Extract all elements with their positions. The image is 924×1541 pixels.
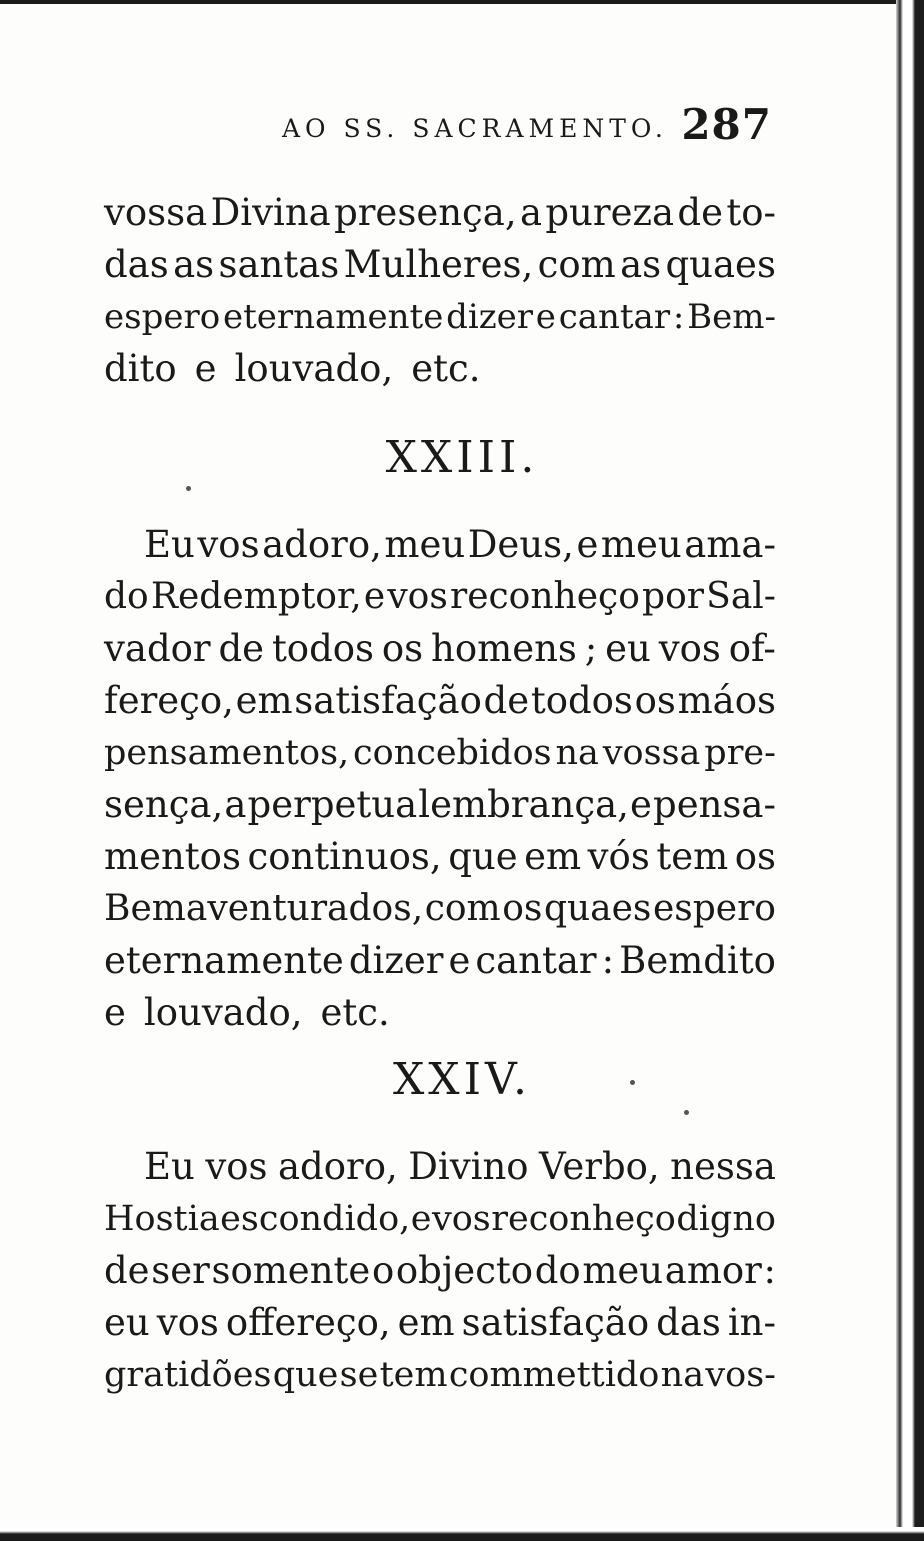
section-heading-xxiii: XXIII. [385, 432, 539, 483]
section-heading-xxiv: XXIV. [392, 1054, 532, 1105]
page-number: 287 [681, 100, 772, 149]
text-line: mentos continuos, que em vós tem os [104, 835, 776, 878]
text-line: sença, a perpetua lembrança, e pensa- [104, 783, 776, 826]
scan-speck [684, 1110, 689, 1115]
text-line: espero eternamente dizer e cantar : Bem- [104, 297, 776, 337]
text-line: Eu vos adoro, Divino Verbo, nessa [144, 1145, 776, 1188]
scan-speck [630, 1080, 635, 1085]
text-line: Eu vos adoro, meu Deus, e meu ama- [144, 523, 776, 566]
text-line: Bemaventurados, com os quaes espero [104, 888, 776, 929]
text-line: pensamentos, concebidos na vossa pre- [104, 733, 776, 773]
page-binding-edge [896, 0, 924, 1541]
text-line: fereço, em satisfação de todos os máos [104, 679, 776, 722]
text-line: eternamente dizer e cantar : Bemdito [104, 939, 776, 982]
text-line: vossa Divina presença, a pureza de to- [104, 191, 776, 234]
running-head-title: AO SS. SACRAMENTO. [282, 114, 668, 143]
page-bottom-edge [0, 1527, 924, 1541]
running-head [282, 100, 772, 150]
text-line: de ser somente o objecto do meu amor : [104, 1249, 776, 1292]
text-line: das as santas Mulheres, com as quaes [104, 243, 776, 286]
text-line: do Redemptor, e vos reconheço por Sal- [104, 576, 776, 617]
scan-speck [186, 486, 191, 491]
text-line: Hostia escondido, e vos reconheço digno [104, 1199, 776, 1239]
text-line: gratidões que se tem commettido na vos- [104, 1355, 776, 1395]
text-line: vador de todos os homens ; eu vos of- [104, 627, 776, 670]
text-line: dito e louvado, etc. [104, 347, 481, 390]
text-line: eu vos offereço, em satisfação das in- [104, 1301, 776, 1344]
page-top-edge [0, 0, 924, 4]
text-line: e louvado, etc. [104, 991, 390, 1034]
